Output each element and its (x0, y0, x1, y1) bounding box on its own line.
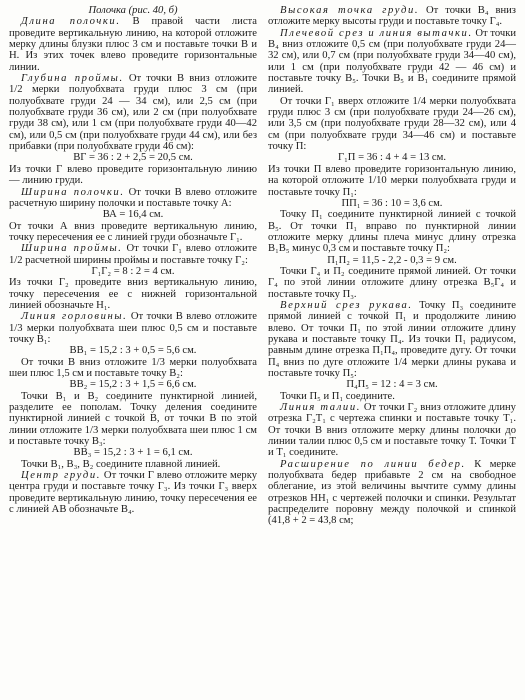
paragraph-heading: Высокая точка груди. (280, 5, 420, 16)
paragraph (268, 459, 516, 527)
paragraph-heading: Линия талии. (280, 402, 361, 414)
paragraph (268, 300, 516, 379)
paragraph-text: ВВ₂ = 15,2 : 3 + 1,5 = 6,6 см. (69, 379, 197, 391)
paragraph-heading: Центр груди. (21, 470, 101, 482)
paragraph-text: В правой части листа проведите вертикальную линию, на которой отложите мерку длины блузки плюс 3 см и поставьте точки В и Н. Из этих точек влево проведите горизонтальные линии. (9, 16, 258, 73)
paragraph-text: Точки Г₄ и П₂ соедините прямой линией. От точки Г₄ по этой линии отложите длину отрезка В₅Г₄ и поставьте точку П₃. (268, 265, 516, 300)
paragraph (268, 402, 516, 459)
paragraph (9, 277, 257, 311)
paragraph-heading: Глубина проймы. (21, 73, 124, 85)
paragraph-text: От точки Г₂ вниз отложите длину отрезка Г₂Т₁ с чертежа спинки и поставьте точку Т₁. От точки В вниз отложите мерку длины полочки до линии талии плюс 0,5 см и поставьте точку Т. Точки Т и Т₁ соедините. (268, 402, 516, 459)
paragraph-text: П₄П₅ = 12 : 4 = 3 см. (346, 379, 438, 391)
paragraph-text: Г₁П = 36 : 4 + 4 = 13 см. (337, 152, 446, 164)
paragraph (268, 164, 516, 198)
paragraph (9, 73, 257, 152)
paragraph (268, 391, 516, 402)
paragraph-heading: Длина полочки. (21, 16, 121, 28)
paragraph-text: Г₁Г₂ = 8 : 2 = 4 см. (91, 265, 175, 277)
paragraph-text: От точки В влево отложите 1/3 мерки полуобхвата шеи плюс 0,5 см и поставьте точку В₁: (9, 311, 257, 345)
paragraph-text: Точки П₅ и П₁ соедините. (280, 390, 395, 402)
paragraph-heading: Расширение по линии бедер. (280, 458, 466, 470)
paragraph-text: ВГ = 36 : 2 + 2,5 = 20,5 см. (73, 152, 193, 164)
paragraph-text: Точки В₁ и В₂ соедините пунктирной линией, разделите ее пополам. Точку деления соедините пунктирной линией с точкой В, от точки В по этой линии отложите 1/3 мерки полуобхвата шеи плюс 1 см и поставьте точку В₃: (9, 390, 257, 448)
paragraph-text: От точки А вниз проведите вертикальную линию, точку пересечения ее с линией груди обозначьте Г₁. (9, 220, 257, 243)
paragraph-text: ВВ₁ = 15,2 : 3 + 0,5 = 5,6 см. (69, 345, 197, 357)
left-column (9, 5, 257, 700)
formula (9, 447, 257, 458)
paragraph-heading: Ширина полочки. (21, 186, 125, 198)
right-column (268, 5, 516, 700)
paragraph-text: От точки Г₁ влево отложите 1/2 расчетной ширины проймы и поставьте точку Г₂: (9, 243, 257, 266)
paragraph-text: От точки Г₁ вверх отложите 1/4 мерки полуобхвата груди плюс 3 см (при полуобхвате груди 24—26 см), или 3,5 см (при полуобхвате груди 28—32 см), или 4 см (при полуобхвате груди 34—46 см) и поставьте точку П: (268, 95, 516, 153)
paragraph-text: Из точки Г₂ проведите вниз вертикальную линию, точку пересечения ее с нижней горизонтальной линией обозначьте Н₁. (9, 277, 257, 311)
paragraph-heading: Плечевой срез и линия вытачки. (280, 27, 473, 39)
formula (268, 255, 516, 266)
paragraph-text: Точку П₃ соедините прямой линией с точкой П₁ и продолжите линию влево. От точки П₁ по этой линии отложите длину рукава и поставьте точку П₄. Из точки П₁ радиусом, равным длине отрезка П₁П₄, проведите дугу. От точки П₄ вниз по дуге отложите 1/4 мерки длины рукава и поставьте точку П₅: (268, 299, 517, 379)
paragraph (268, 209, 516, 254)
paragraph-text: От точки В вниз отложите 1/2 мерки полуобхвата груди плюс 3 см (при полуобхвате груди 24 — 34 см), или 2,5 см (при полуобхвате груди 36 см), или 2 см (при полуобхвате груди 38 см), или 1 см (при полуобхвате груди 40—42 см), или 0,5 см (при полуобхвате груди 44 см), или без прибавки (при полуобхвате груди 46 см): (9, 73, 257, 153)
paragraph (9, 357, 257, 380)
paragraph-text: Из точки Г влево проведите горизонтальную линию — линию груди. (9, 163, 257, 187)
paragraph-text: ПП₁ = 36 : 10 = 3,6 см. (341, 197, 443, 209)
paragraph-text: ВА = 16,4 см. (102, 209, 164, 221)
paragraph-text: Точку П₁ соедините пунктирной линией с точкой В₅. От точки П₁ вправо по пунктирной линии отложите мерку длины плеча минус длину отрезка В₁В₅ минус 0,3 см и поставьте точку П₂: (268, 209, 516, 255)
paragraph-text: ВВ₃ = 15,2 : 3 + 1 = 6,1 см. (73, 447, 193, 459)
formula (268, 152, 516, 163)
paragraph (9, 221, 257, 244)
formula (9, 345, 257, 356)
paragraph (268, 96, 516, 153)
paragraph (9, 311, 257, 345)
paragraph-heading: Ширина проймы. (21, 243, 123, 255)
paragraph-text: Полочка (рис. 40, б) (88, 5, 178, 16)
paragraph (9, 391, 257, 448)
formula (9, 266, 257, 277)
paragraph (268, 5, 516, 28)
formula (9, 152, 257, 163)
paragraph (9, 164, 257, 187)
formula (9, 209, 257, 220)
paragraph-text: От точки В₄ вниз отложите мерку высоты груди и поставьте точку Г₄. (268, 5, 516, 28)
paragraph (268, 266, 516, 300)
paragraph-text: Точки В₁, В₃, В₂ соедините плавной линией. (21, 458, 221, 470)
paragraph-text: От точки В вниз отложите 1/3 мерки полуобхвата шеи плюс 1,5 см и поставьте точку В₂: (9, 356, 257, 379)
paragraph-heading: Верхний срез рукава. (280, 299, 413, 311)
paragraph-text: Из точки П влево проведите горизонтальную линию, на которой отложите 1/10 мерки полуобхвата груди и поставьте точку П₁: (268, 163, 516, 198)
paragraph (9, 243, 257, 266)
paragraph-text: От точки Г влево отложите мерку центра груди и поставьте точку Г₃. Из точки Г₃ вверх проведите вертикальную линию, точку пересечения ее с линией АВ обозначьте В₄. (9, 470, 257, 516)
paragraph-text: От точки В влево отложите расчетную ширину полочки и поставьте точку А: (9, 186, 257, 209)
paragraph (9, 470, 257, 515)
paragraph-heading: Линия горловины. (21, 311, 128, 323)
formula (268, 198, 516, 209)
formula (268, 379, 516, 390)
paragraph-text: От точки В₄ вниз отложите 0,5 см (при полуобхвате груди 24—32 см), или 0,7 см (при полуобхвате груди 34—40 см), или 1 см (при полуобхвате груди 42 — 46 см) и поставьте точку В₅. Точки В₅ и В₁ соедините прямой линией. (268, 27, 517, 96)
paragraph (9, 459, 257, 470)
paragraph-text: К мерке полуобхвата бедер прибавьте 2 см на свободное облегание, из этой величины вычтите сумму длины отрезков НН₁ с чертежей полочки и спинки. Результат распределите поровну между полочкой и спинкой (41,8 + 2 = 43,8 см; (268, 458, 517, 527)
paragraph (268, 28, 516, 96)
section-caption (9, 5, 257, 16)
paragraph (9, 187, 257, 210)
formula (9, 379, 257, 390)
paragraph-text: П₁П₂ = 11,5 - 2,2 - 0,3 = 9 см. (327, 254, 457, 266)
paragraph (9, 16, 257, 73)
